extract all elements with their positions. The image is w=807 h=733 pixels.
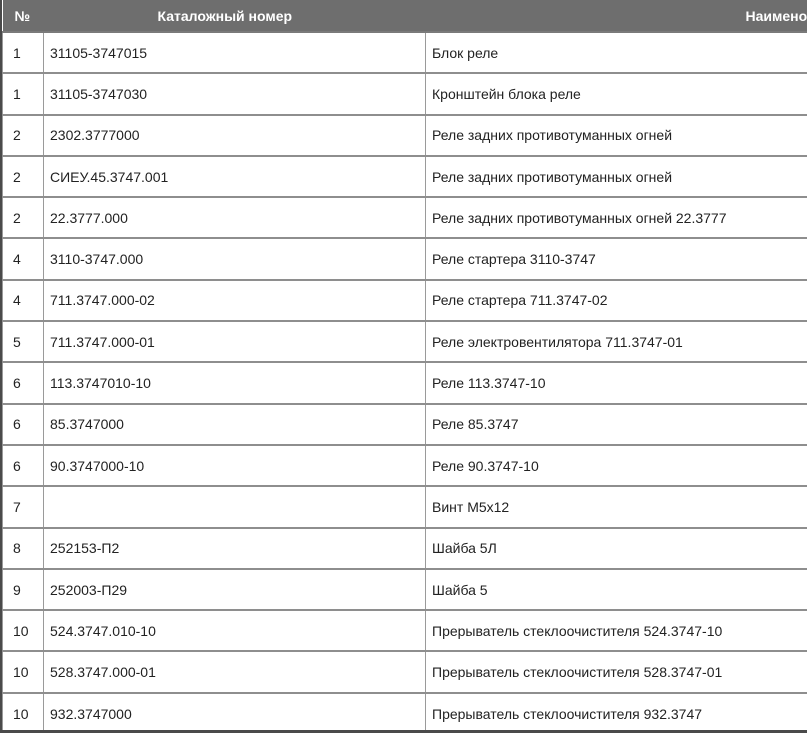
table-row[interactable] xyxy=(3,404,807,445)
cell-name: Шайба 5Л xyxy=(426,528,807,569)
cell-number: 4 xyxy=(3,280,44,321)
cell-catalog-number: 524.3747.010-10 xyxy=(44,610,426,651)
cell-name: Реле задних противотуманных огней xyxy=(426,156,807,197)
cell-name: Прерыватель стеклоочистителя 932.3747 xyxy=(426,693,807,733)
cell-name: Реле стартера 3110-3747 xyxy=(426,238,807,279)
column-header-catalog-number[interactable]: Каталожный номер xyxy=(157,7,293,24)
cell-number: 6 xyxy=(3,445,44,486)
cell-catalog-number: 711.3747.000-01 xyxy=(44,321,426,362)
table-row[interactable] xyxy=(3,362,807,403)
cell-name: Реле 90.3747-10 xyxy=(426,445,807,486)
cell-name: Прерыватель стеклоочистителя 524.3747-10 xyxy=(426,610,807,651)
cell-catalog-number: 31105-3747030 xyxy=(44,73,426,114)
cell-number: 10 xyxy=(3,693,44,733)
cell-catalog-number: 90.3747000-10 xyxy=(44,445,426,486)
cell-catalog-number: 31105-3747015 xyxy=(44,32,426,73)
table-row[interactable] xyxy=(3,569,807,610)
cell-name: Винт М5х12 xyxy=(426,486,807,527)
cell-number: 10 xyxy=(3,651,44,692)
cell-catalog-number: 252003-П29 xyxy=(44,569,426,610)
cell-name: Реле 113.3747-10 xyxy=(426,362,807,403)
column-header-name[interactable]: Наимено xyxy=(745,7,807,24)
table-row[interactable] xyxy=(3,651,807,692)
cell-catalog-number xyxy=(44,486,426,527)
table-row[interactable] xyxy=(3,115,807,156)
left-frame-edge xyxy=(0,0,2,733)
cell-catalog-number: 85.3747000 xyxy=(44,404,426,445)
table-row[interactable] xyxy=(3,321,807,362)
table-row[interactable] xyxy=(3,445,807,486)
cell-name: Кронштейн блока реле xyxy=(426,73,807,114)
cell-name: Прерыватель стеклоочистителя 528.3747-01 xyxy=(426,651,807,692)
cell-number: 1 xyxy=(3,73,44,114)
cell-name: Шайба 5 xyxy=(426,569,807,610)
cell-number: 2 xyxy=(3,156,44,197)
table-row[interactable] xyxy=(3,197,807,238)
cell-name: Блок реле xyxy=(426,32,807,73)
table-row[interactable] xyxy=(3,280,807,321)
cell-number: 2 xyxy=(3,197,44,238)
column-header-number[interactable]: № xyxy=(14,7,31,24)
table-row[interactable] xyxy=(3,32,807,73)
cell-catalog-number: 113.3747010-10 xyxy=(44,362,426,403)
cell-catalog-number: 932.3747000 xyxy=(44,693,426,733)
cell-name: Реле стартера 711.3747-02 xyxy=(426,280,807,321)
cell-number: 7 xyxy=(3,486,44,527)
cell-number: 10 xyxy=(3,610,44,651)
cell-number: 1 xyxy=(3,32,44,73)
cell-number: 6 xyxy=(3,362,44,403)
cell-catalog-number: 22.3777.000 xyxy=(44,197,426,238)
table-row[interactable] xyxy=(3,73,807,114)
cell-name: Реле задних противотуманных огней 22.3777 xyxy=(426,197,807,238)
table-body xyxy=(3,32,807,733)
table-row[interactable] xyxy=(3,610,807,651)
cell-name: Реле задних противотуманных огней xyxy=(426,115,807,156)
cell-number: 5 xyxy=(3,321,44,362)
cell-number: 6 xyxy=(3,404,44,445)
table-row[interactable] xyxy=(3,238,807,279)
cell-number: 8 xyxy=(3,528,44,569)
table-row[interactable] xyxy=(3,693,807,733)
cell-catalog-number: 711.3747.000-02 xyxy=(44,280,426,321)
cell-number: 2 xyxy=(3,115,44,156)
cell-name: Реле 85.3747 xyxy=(426,404,807,445)
table-row[interactable] xyxy=(3,528,807,569)
parts-catalog-table xyxy=(2,0,807,733)
table-row[interactable] xyxy=(3,156,807,197)
table-header xyxy=(3,0,807,32)
cell-catalog-number: 252153-П2 xyxy=(44,528,426,569)
cell-catalog-number: 3110-3747.000 xyxy=(44,238,426,279)
table-header-row xyxy=(3,0,807,32)
cell-catalog-number: 2302.3777000 xyxy=(44,115,426,156)
cell-catalog-number: СИЕУ.45.3747.001 xyxy=(44,156,426,197)
cell-number: 9 xyxy=(3,569,44,610)
cell-name: Реле электровентилятора 711.3747-01 xyxy=(426,321,807,362)
cell-number: 4 xyxy=(3,238,44,279)
table-row[interactable] xyxy=(3,486,807,527)
cell-catalog-number: 528.3747.000-01 xyxy=(44,651,426,692)
